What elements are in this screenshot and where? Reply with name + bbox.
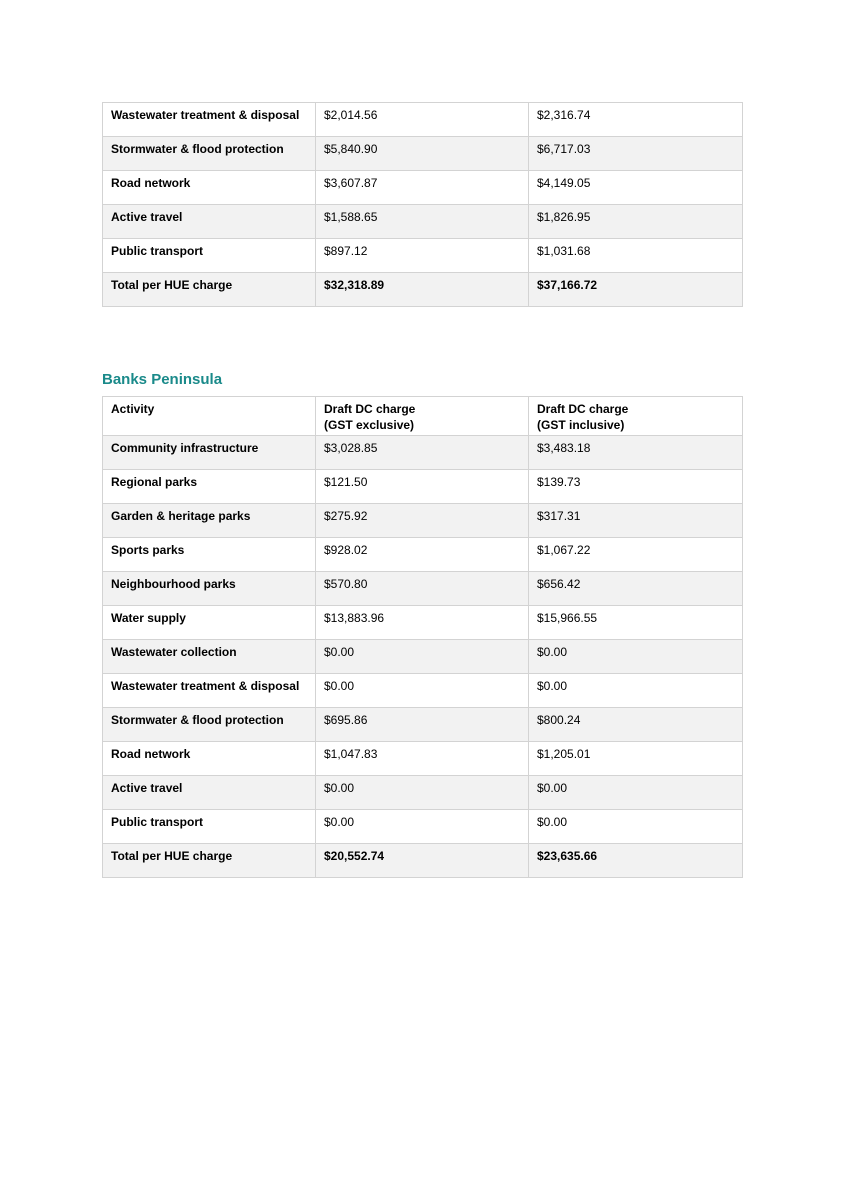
activity-cell: Active travel [103,205,316,239]
table-row [103,708,743,742]
table-row [103,674,743,708]
dc-charges-table-continued [102,102,743,307]
gst-inclusive-cell: $6,717.03 [529,137,743,171]
table-row [103,205,743,239]
gst-exclusive-cell: $32,318.89 [316,273,529,307]
gst-inclusive-cell: $0.00 [529,640,743,674]
gst-exclusive-cell: $0.00 [316,640,529,674]
gst-exclusive-cell: $0.00 [316,810,529,844]
gst-inclusive-cell: $0.00 [529,776,743,810]
header-gst-exclusive [316,397,529,436]
gst-exclusive-cell: $5,840.90 [316,137,529,171]
table-row [103,810,743,844]
gst-exclusive-cell: $2,014.56 [316,103,529,137]
banks-peninsula-dc-table [102,396,743,878]
header-gst-inclusive [529,397,743,436]
gst-exclusive-cell: $3,028.85 [316,436,529,470]
table-row [103,742,743,776]
activity-cell: Public transport [103,239,316,273]
table-row [103,436,743,470]
gst-exclusive-cell: $121.50 [316,470,529,504]
activity-cell: Stormwater & flood protection [103,708,316,742]
gst-exclusive-cell: $0.00 [316,674,529,708]
activity-cell: Total per HUE charge [103,844,316,878]
activity-cell: Water supply [103,606,316,640]
activity-cell: Regional parks [103,470,316,504]
gst-inclusive-cell: $23,635.66 [529,844,743,878]
gst-inclusive-cell: $2,316.74 [529,103,743,137]
gst-exclusive-cell: $1,047.83 [316,742,529,776]
table-row [103,239,743,273]
gst-inclusive-cell: $1,205.01 [529,742,743,776]
table-row [103,572,743,606]
gst-inclusive-cell: $1,067.22 [529,538,743,572]
table-row [103,606,743,640]
header-gst-inclusive-line2: (GST inclusive) [537,418,625,432]
activity-cell: Wastewater treatment & disposal [103,674,316,708]
header-activity: Activity [103,397,316,436]
table-row [103,171,743,205]
gst-inclusive-cell: $0.00 [529,674,743,708]
gst-inclusive-cell: $139.73 [529,470,743,504]
gst-exclusive-cell: $3,607.87 [316,171,529,205]
activity-cell: Sports parks [103,538,316,572]
gst-exclusive-cell: $275.92 [316,504,529,538]
activity-cell: Stormwater & flood protection [103,137,316,171]
total-row [103,844,743,878]
table-row [103,776,743,810]
activity-cell: Garden & heritage parks [103,504,316,538]
activity-cell: Active travel [103,776,316,810]
table-row [103,538,743,572]
gst-inclusive-cell: $800.24 [529,708,743,742]
gst-exclusive-cell: $928.02 [316,538,529,572]
activity-cell: Road network [103,171,316,205]
table-row [103,470,743,504]
gst-inclusive-cell: $656.42 [529,572,743,606]
header-gst-inclusive-line1: Draft DC charge [537,402,629,416]
table-row [103,103,743,137]
header-gst-exclusive-line1: Draft DC charge [324,402,416,416]
gst-exclusive-cell: $695.86 [316,708,529,742]
activity-cell: Road network [103,742,316,776]
activity-cell: Total per HUE charge [103,273,316,307]
table-header-row [103,397,743,436]
gst-exclusive-cell: $20,552.74 [316,844,529,878]
activity-cell: Wastewater treatment & disposal [103,103,316,137]
gst-exclusive-cell: $13,883.96 [316,606,529,640]
section-heading-banks-peninsula: Banks Peninsula [102,371,223,388]
gst-inclusive-cell: $4,149.05 [529,171,743,205]
activity-cell: Neighbourhood parks [103,572,316,606]
activity-cell: Public transport [103,810,316,844]
gst-inclusive-cell: $1,031.68 [529,239,743,273]
gst-exclusive-cell: $570.80 [316,572,529,606]
header-gst-exclusive-line2: (GST exclusive) [324,418,415,432]
gst-inclusive-cell: $15,966.55 [529,606,743,640]
table-row [103,504,743,538]
table-row [103,137,743,171]
activity-cell: Community infrastructure [103,436,316,470]
total-row [103,273,743,307]
gst-exclusive-cell: $897.12 [316,239,529,273]
gst-inclusive-cell: $3,483.18 [529,436,743,470]
gst-inclusive-cell: $37,166.72 [529,273,743,307]
gst-exclusive-cell: $1,588.65 [316,205,529,239]
gst-inclusive-cell: $0.00 [529,810,743,844]
activity-cell: Wastewater collection [103,640,316,674]
gst-inclusive-cell: $1,826.95 [529,205,743,239]
table-row [103,640,743,674]
gst-inclusive-cell: $317.31 [529,504,743,538]
gst-exclusive-cell: $0.00 [316,776,529,810]
